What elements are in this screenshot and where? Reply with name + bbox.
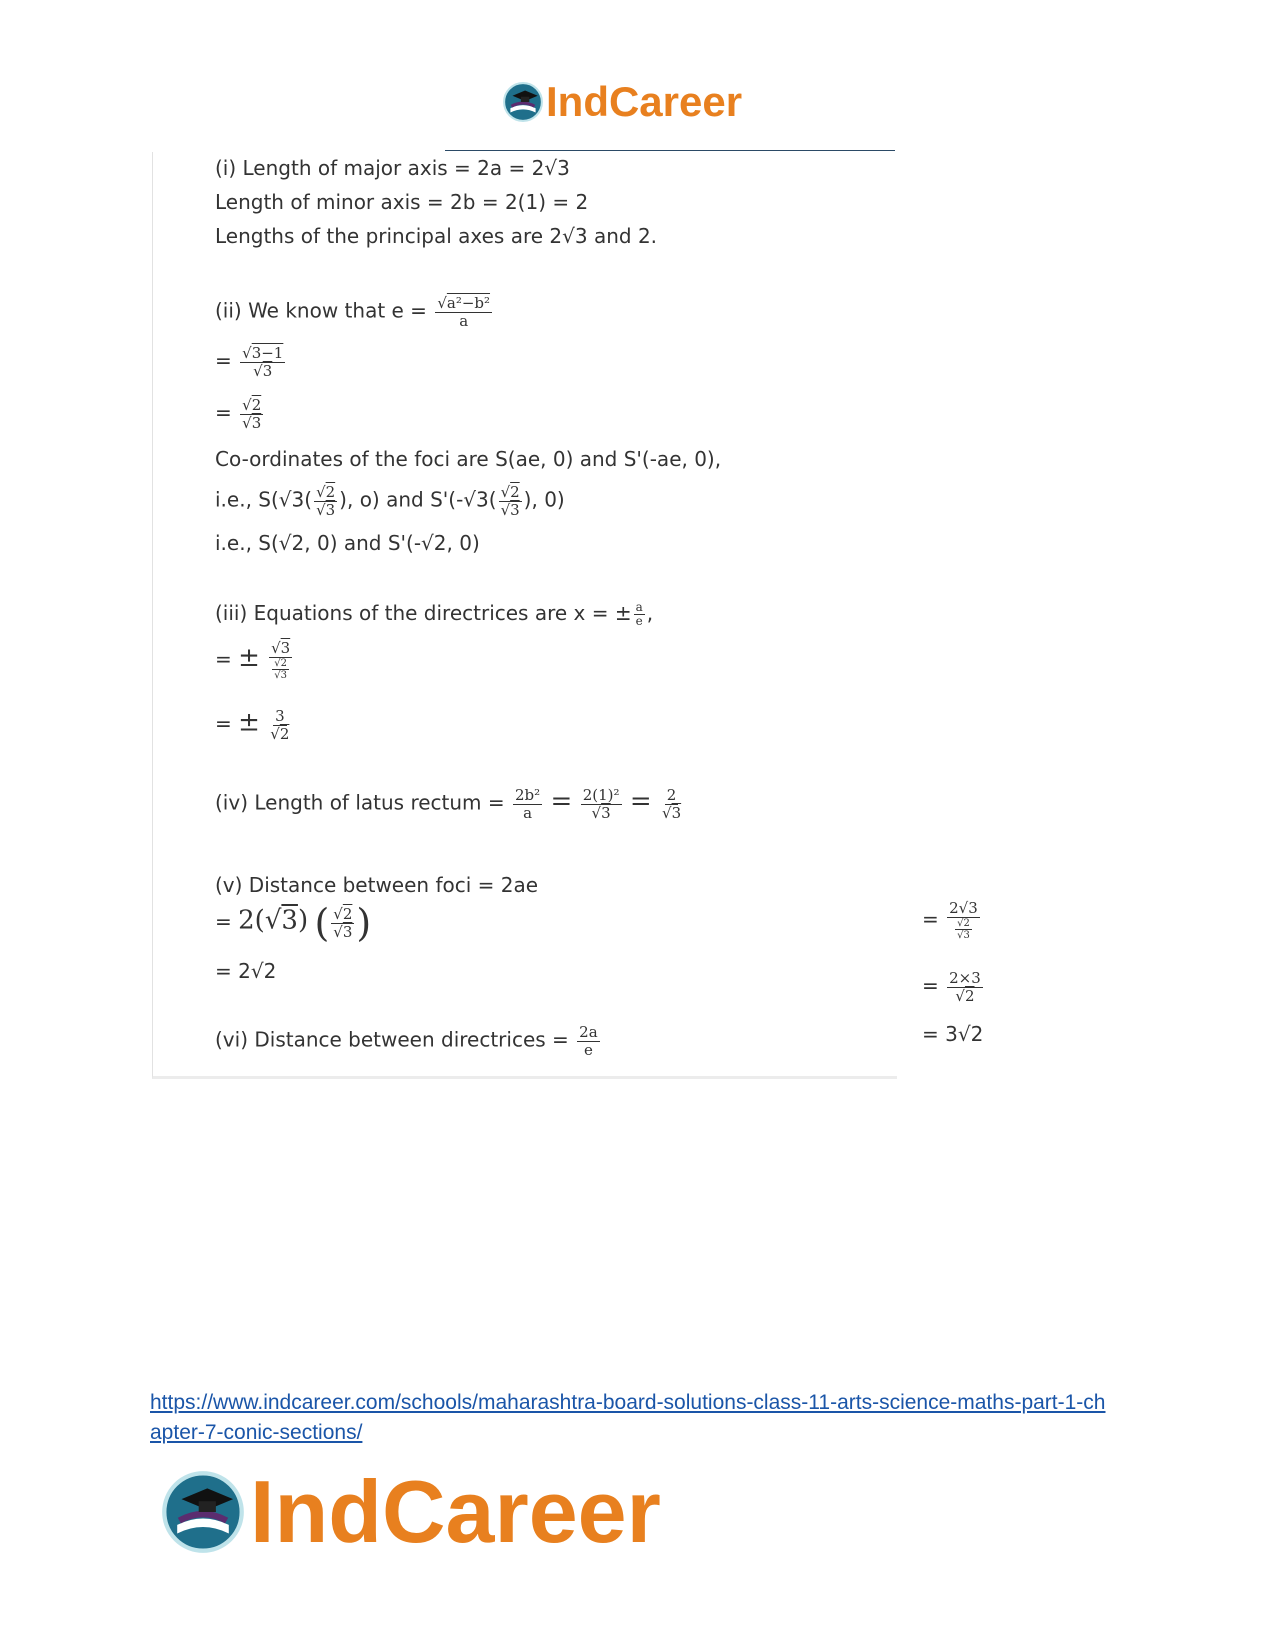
eccentricity-step-2: = $\frac{√2}{√3}$ (215, 396, 262, 432)
eccentricity-formula: (ii) We know that e = $\frac{\text{√a²−b²}}{a}$ (215, 294, 491, 330)
foci-distance-step-1: = 2(√3) ( $\frac{√2}{√3}$ ) (215, 901, 372, 945)
latus-rectum-line: (iv) Length of latus rectum = $\frac{\text{2b²}}{a}$ = $\frac{\text{2(1)²}}{√3}$ = $\frac{2}{√3}$ (215, 786, 682, 822)
principal-axes-line: Lengths of the principal axes are 2√3 and 2. (215, 224, 658, 248)
foci-result-line: i.e., S(√2, 0) and S'(-√2, 0) (215, 531, 480, 555)
directrices-distance-step-2: = $\frac{2\times 3}{√2}$ (922, 969, 981, 1005)
eccentricity-step-1: = $\frac{√3-1}{√3}$ (215, 344, 284, 380)
foci-coordinates-line: Co-ordinates of the foci are S(ae, 0) and S'(-ae, 0), (215, 447, 722, 471)
brand-wordmark: IndCareer (250, 1462, 661, 1561)
directrices-distance-result: = 3√2 (922, 1022, 984, 1046)
source-link[interactable]: https://www.indcareer.com/schools/maharashtra-board-solutions-class-11-arts-science-maths-part-1-chapter-7-conic-sections/ (150, 1391, 1106, 1444)
graduation-cap-book-icon (160, 1469, 246, 1555)
directrices-step-1: = ± $\frac{√3}{\frac{√2}{√3}}$ (215, 639, 291, 681)
eccentricity-fraction: $\frac{\text{√a²−b²}}{a}$ (437, 294, 491, 330)
header-logo (502, 78, 742, 126)
minor-axis-line: Length of minor axis = 2b = 2(1) = 2 (215, 190, 589, 214)
directrices-step-2: = ± $\frac{3}{√2}$ (215, 707, 290, 743)
footer-logo (160, 1464, 661, 1560)
foci-distance-result: = 2√2 (215, 959, 277, 983)
divider (445, 150, 895, 151)
foci-substitution-line: i.e., S(√3( $\frac{√2}{√3}$ ), o) and S'(-√3( $\frac{√2}{√3}$ ), 0) (215, 483, 565, 519)
directrices-equation: (iii) Equations of the directrices are x = ± $\frac{a}{e}$ , (215, 599, 654, 628)
major-axis-line: (i) Length of major axis = 2a = 2√3 (215, 156, 570, 180)
graduation-cap-book-icon (502, 81, 544, 123)
foci-distance-line: (v) Distance between foci = 2ae (215, 873, 539, 897)
directrices-distance-line: (vi) Distance between directrices = $\frac{2a}{e}$ (215, 1023, 598, 1059)
directrices-distance-step-1: = $\frac{2√3}{\frac{√2}{√3}}$ (922, 899, 978, 941)
brand-wordmark: IndCareer (546, 78, 743, 125)
